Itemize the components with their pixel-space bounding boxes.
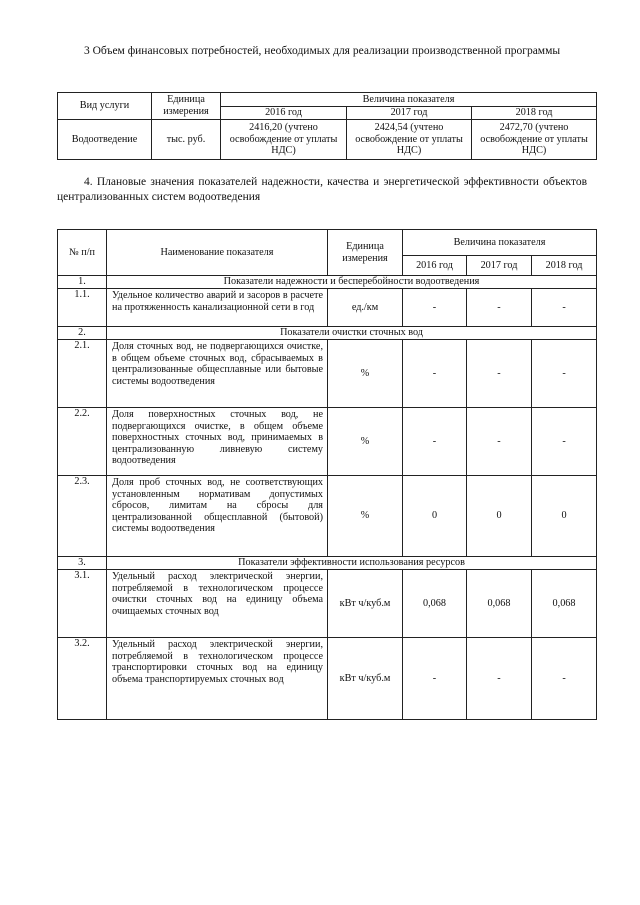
row-name: Удельный расход электрической энергии, потребляемой в технологическом процессе транспортировки сточных вод на единицу объема транспортируемых сточных вод xyxy=(107,638,328,720)
header-year: 2016 год xyxy=(221,107,347,120)
cell-unit: тыс. руб. xyxy=(152,120,221,160)
cell-value: 2472,70 (учтено освобождение от уплаты НДС) xyxy=(472,120,597,160)
cell-value: 2416,20 (учтено освобождение от уплаты НДС) xyxy=(221,120,347,160)
row-unit: кВт ч/куб.м xyxy=(328,570,403,638)
row-value: 0,068 xyxy=(467,570,532,638)
header-num: № п/п xyxy=(58,230,107,276)
row-unit: ед./км xyxy=(328,289,403,327)
section-num: 3. xyxy=(58,557,107,570)
row-value: - xyxy=(467,289,532,327)
header-year: 2017 год xyxy=(347,107,472,120)
row-name: Доля сточных вод, не подвергающихся очистке, в общем объеме сточных вод, сбрасываемых в централизованные общесплавные или бытовые системы водоотведения xyxy=(107,340,328,408)
row-value: 0 xyxy=(532,476,597,557)
indicators-table xyxy=(57,229,597,720)
section-title: Показатели надежности и бесперебойности водоотведения xyxy=(107,276,597,289)
header-unit: Единица измерения xyxy=(328,230,403,276)
row-num: 3.1. xyxy=(58,570,107,638)
row-value: - xyxy=(467,408,532,476)
header-year: 2018 год xyxy=(472,107,597,120)
row-value: 0 xyxy=(403,476,467,557)
row-value: - xyxy=(403,638,467,720)
section-row xyxy=(58,557,597,570)
row-unit: % xyxy=(328,408,403,476)
table-row xyxy=(58,638,597,720)
table-row xyxy=(58,289,597,327)
row-num: 2.3. xyxy=(58,476,107,557)
row-num: 2.2. xyxy=(58,408,107,476)
section-num: 2. xyxy=(58,327,107,340)
row-value: - xyxy=(532,340,597,408)
table-row xyxy=(58,476,597,557)
row-num: 1.1. xyxy=(58,289,107,327)
header-service-type: Вид услуги xyxy=(58,93,152,120)
row-value: - xyxy=(532,638,597,720)
header-value: Величина показателя xyxy=(221,93,597,107)
cell-value: 2424,54 (учтено освобождение от уплаты НДС) xyxy=(347,120,472,160)
row-name: Удельный расход электрической энергии, потребляемой в технологическом процессе очистки сточных вод на единицу объема очищаемых сточных вод xyxy=(107,570,328,638)
financial-needs-table xyxy=(57,92,597,160)
header-year: 2017 год xyxy=(467,256,532,276)
row-value: 0,068 xyxy=(532,570,597,638)
row-value: - xyxy=(532,408,597,476)
row-value: - xyxy=(467,340,532,408)
section-title: Показатели эффективности использования ресурсов xyxy=(107,557,597,570)
row-name: Доля проб сточных вод, не соответствующих установленным нормативам допустимых сбросов, лимитам на сбросы для централизованной общесплавной (бытовой) системы водоотведения xyxy=(107,476,328,557)
row-name: Доля поверхностных сточных вод, не подвергающихся очистке, в общем объеме поверхностных сточных вод, принимаемых в централизованную ливневую систему водоотведения xyxy=(107,408,328,476)
section-3-heading: 3 Объем финансовых потребностей, необходимых для реализации производственной программы xyxy=(84,45,561,57)
header-unit: Единица измерения xyxy=(152,93,221,120)
table-row xyxy=(58,340,597,408)
section-row xyxy=(58,276,597,289)
row-unit: кВт ч/куб.м xyxy=(328,638,403,720)
row-value: 0 xyxy=(467,476,532,557)
section-4-heading: 4. Плановые значения показателей надежности, качества и энергетической эффективности объектов централизованных систем водоотведения xyxy=(57,176,587,203)
row-num: 2.1. xyxy=(58,340,107,408)
row-value: - xyxy=(403,340,467,408)
row-name: Удельное количество аварий и засоров в расчете на протяженность канализационной сети в год xyxy=(107,289,328,327)
section-row xyxy=(58,327,597,340)
row-unit: % xyxy=(328,340,403,408)
row-value: - xyxy=(532,289,597,327)
cell-service: Водоотведение xyxy=(58,120,152,160)
header-value: Величина показателя xyxy=(403,230,597,256)
row-num: 3.2. xyxy=(58,638,107,720)
row-value: - xyxy=(467,638,532,720)
header-year: 2018 год xyxy=(532,256,597,276)
row-value: - xyxy=(403,289,467,327)
header-name: Наименование показателя xyxy=(107,230,328,276)
table-row xyxy=(58,570,597,638)
section-num: 1. xyxy=(58,276,107,289)
section-title: Показатели очистки сточных вод xyxy=(107,327,597,340)
row-value: 0,068 xyxy=(403,570,467,638)
table-row xyxy=(58,408,597,476)
header-year: 2016 год xyxy=(403,256,467,276)
row-value: - xyxy=(403,408,467,476)
row-unit: % xyxy=(328,476,403,557)
